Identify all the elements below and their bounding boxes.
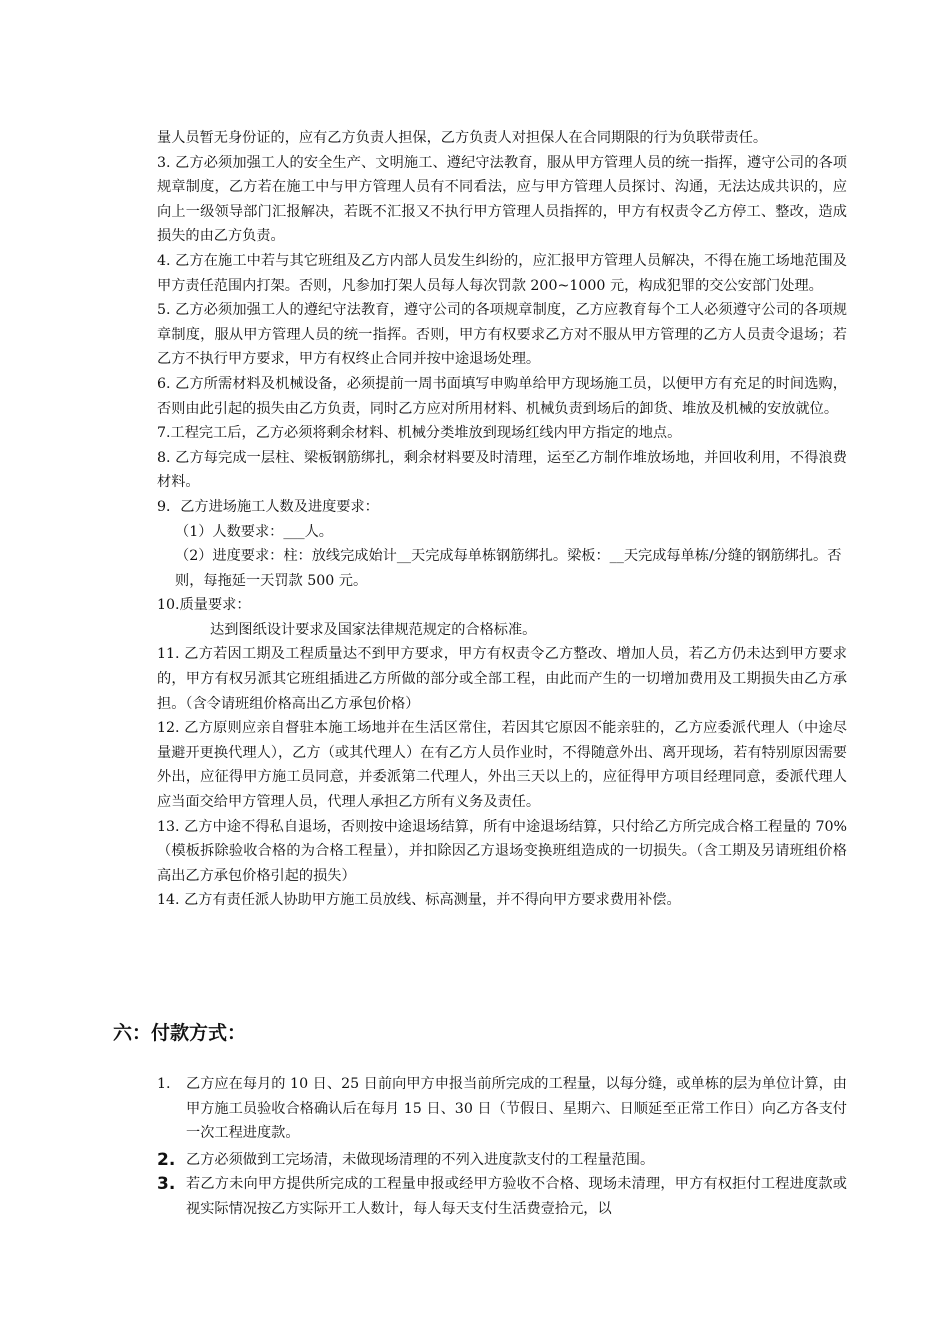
clause-12: 12. 乙方原则应亲自督驻本施工场地并在生活区常住，若因其它原因不能亲驻的，乙方应委派代理人（中途尽量避开更换代理人），乙方（或其代理人）在有乙方人员作业时，不得随意外出、离开现场，若有特别原因需要外出，应征得甲方施工员同意，并委派第二代理人，外出三天以上的，应征得甲方项目经理同意，委派代理人应当面交给甲方管理人员，代理人承担乙方所有义务及责任。 — [157, 720, 847, 811]
clause-9: 9．乙方进场施工人数及进度要求： — [157, 498, 379, 515]
payment-item-2 — [157, 1148, 847, 1173]
clause-13: 13. 乙方中途不得私自退场，否则按中途退场结算，所有中途退场结算，只付给乙方所完成合格工程量的 70%（模板拆除验收合格的为合格工程量），并扣除因乙方退场变换班组造成的一切损失。（含工期及另请班组价格高出乙方承包价格引起的损失） — [157, 818, 847, 884]
contract-clauses — [157, 126, 847, 913]
clause-14: 14. 乙方有责任派人协助甲方施工员放线、标高测量，并不得向甲方要求费用补偿。 — [157, 892, 681, 909]
section-6-heading: 六：付款方式： — [113, 1022, 247, 1044]
clause-8: 8. 乙方每完成一层柱、梁板钢筋绑扎，剩余材料要及时清理，运至乙方制作堆放场地，并回收利用，不得浪费材料。 — [157, 449, 847, 491]
clause-continuation: 量人员暂无身份证的，应有乙方负责人担保，乙方负责人对担保人在合同期限的行为负联带责任。 — [157, 130, 768, 146]
clause-5: 5. 乙方必须加强工人的遵纪守法教育，遵守公司的各项规章制度，乙方应教育每个工人必须遵守公司的各项规章制度，服从甲方管理人员的统一指挥。否则，甲方有权要求乙方对不服从甲方管理的乙方人员责令退场；若乙方不执行甲方要求，甲方有权终止合同并按中途退场处理。 — [157, 302, 847, 368]
payment-item-2-number: 2. — [157, 1150, 176, 1170]
clause-11: 11. 乙方若因工期及工程质量达不到甲方要求，甲方有权责令乙方整改、增加人员，若乙方仍未达到甲方要求的，甲方有权另派其它班组插进乙方所做的部分或全部工程，由此而产生的一切增加费用及工期损失由乙方承担。（含令请班组价格高出乙方承包价格） — [157, 646, 847, 712]
clause-10-detail: 达到图纸设计要求及国家法律规范规定的合格标准。 — [210, 621, 537, 638]
payment-item-3-text: 若乙方未向甲方提供所完成的工程量申报或经甲方验收不合格、现场未清理，甲方有权拒付工程进度款或视实际情况按乙方实际开工人数计，每人每天支付生活费壹拾元，以 — [186, 1176, 847, 1217]
clause-10: 10.质量要求： — [157, 597, 251, 614]
clause-9-item-2 — [157, 544, 847, 593]
payment-item-1 — [157, 1072, 847, 1146]
clause-7: 7.工程完工后，乙方必须将剩余材料、机械分类堆放到现场红线内甲方指定的地点。 — [157, 425, 682, 442]
clause-9-item-2-text: （2）进度要求：柱：放线完成始计__天完成每单栋钢筋绑扎。梁板：__天完成每单栋/分缝的钢筋绑扎。否则，每拖延一天罚款 500 元。 — [175, 548, 842, 589]
clause-6: 6. 乙方所需材料及机械设备，必须提前一周书面填写申购单给甲方现场施工员，以便甲方有充足的时间选购，否则由此引起的损失由乙方负责，同时乙方应对所用材料、机械负责到场后的卸货、堆放及机械的安放就位。 — [157, 375, 847, 417]
payment-item-3-number: 3. — [157, 1174, 176, 1194]
payment-item-3 — [157, 1172, 847, 1221]
payment-item-2-text: 乙方必须做到工完场清，未做现场清理的不列入进度款支付的工程量范围。 — [186, 1152, 655, 1168]
clause-4: 4. 乙方在施工中若与其它班组及乙方内部人员发生纠纷的，应汇报甲方管理人员解决，不得在施工场地范围及甲方责任范围内打架。否则，凡参加打架人员每人每次罚款 200~1000 元，构成犯罪的交公安部门处理。 — [157, 252, 847, 294]
payment-item-1-text: 乙方应在每月的 10 日、25 日前向甲方申报当前所完成的工程量，以每分缝，或单栋的层为单位计算，由甲方施工员验收合格确认后在每月 15 日、30 日（节假日、星期六、日顺延至正常工作日）向乙方各支付一次工程进度款。 — [186, 1076, 847, 1142]
clause-9-item-1: （1）人数要求：___人。 — [175, 523, 333, 540]
payment-item-1-number: 1. — [157, 1076, 171, 1092]
clause-3: 3. 乙方必须加强工人的安全生产、文明施工、遵纪守法教育，服从甲方管理人员的统一指挥，遵守公司的各项规章制度，乙方若在施工中与甲方管理人员有不同看法，应与甲方管理人员探讨、沟通，无法达成共识的，应向上一级领导部门汇报解决，若既不汇报又不执行甲方管理人员指挥的，甲方有权责令乙方停工、整改，造成损失的由乙方负责。 — [157, 154, 847, 245]
